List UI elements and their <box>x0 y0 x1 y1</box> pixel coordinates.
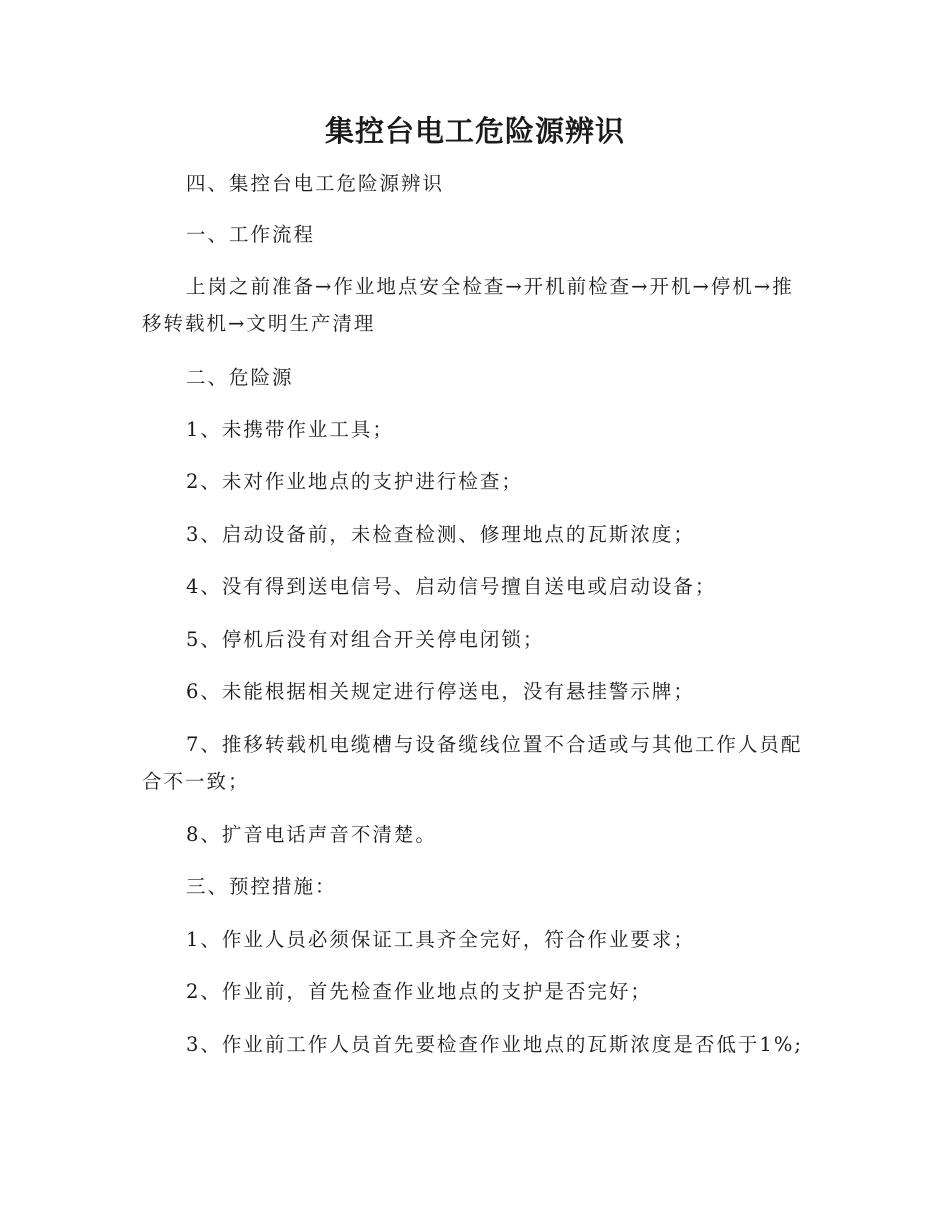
hazard-item: 6、未能根据相关规定进行停送电，没有悬挂警示牌； <box>186 680 695 703</box>
hazard-item: 7、推移转载机电缆槽与设备缆线位置不合适或与其他工作人员配合不一致； <box>142 733 803 793</box>
paragraph-section-workflow: 一、工作流程 <box>186 223 316 246</box>
control-item: 3、作业前工作人员首先要检查作业地点的瓦斯浓度是否低于1%; <box>186 1033 803 1056</box>
control-item: 2、作业前，首先检查作业地点的支护是否完好； <box>186 980 652 1003</box>
paragraph-workflow-steps: 上岗之前准备→作业地点安全检查→开机前检查→开机→停机→推移转载机→文明生产清理 <box>142 275 794 335</box>
document-title: 集控台电工危险源辨识 <box>324 114 625 148</box>
control-item: 1、作业人员必须保证工具齐全完好，符合作业要求； <box>186 928 695 951</box>
hazard-item: 2、未对作业地点的支护进行检查； <box>186 470 523 493</box>
hazard-item: 4、没有得到送电信号、启动信号擅自送电或启动设备； <box>186 575 717 598</box>
hazard-item: 3、启动设备前，未检查检测、修理地点的瓦斯浓度； <box>186 523 695 546</box>
hazard-item: 5、停机后没有对组合开关停电闭锁； <box>186 628 545 651</box>
paragraph-heading-four: 四、集控台电工危险源辨识 <box>186 172 445 195</box>
hazard-item: 8、扩音电话声音不清楚。 <box>186 823 437 846</box>
hazard-item: 1、未携带作业工具； <box>186 418 394 441</box>
paragraph-section-controls: 三、预控措施： <box>186 875 337 898</box>
paragraph-section-hazards: 二、危险源 <box>186 366 294 389</box>
